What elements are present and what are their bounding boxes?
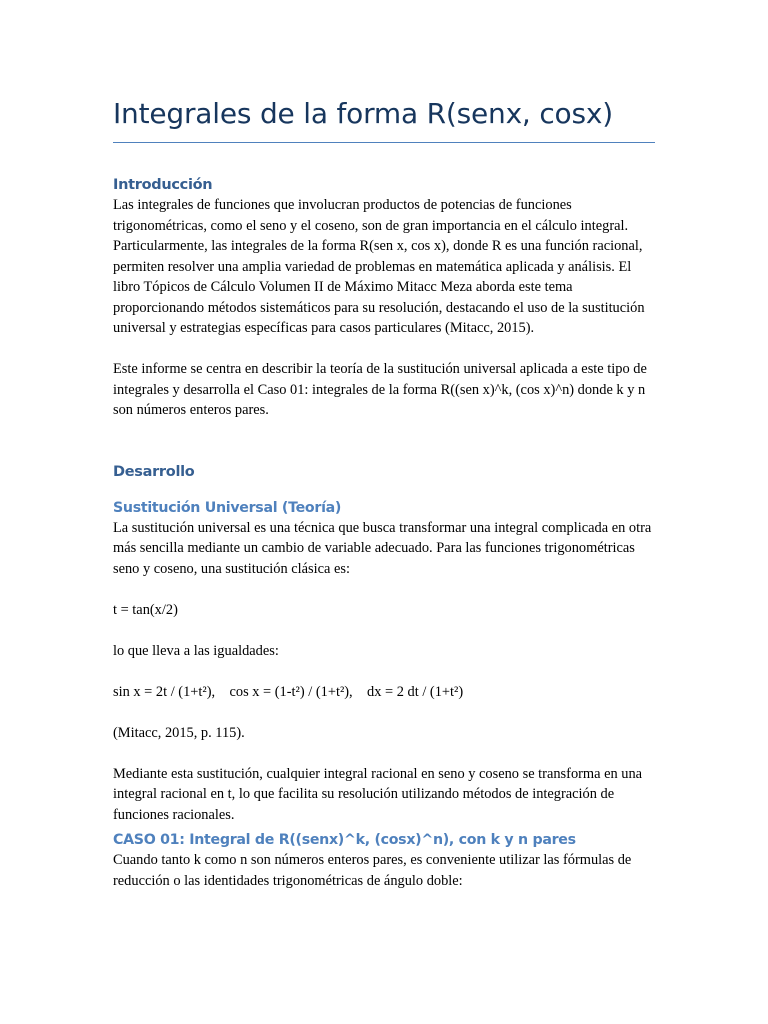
formula-tangent-substitution: t = tan(x/2) (113, 601, 178, 618)
heading-caso-01: CASO 01: Integral de R((senx)^k, (cosx)^n), con k y n pares (113, 832, 576, 848)
intro-paragraph-1: Las integrales de funciones que involucran productos de potencias de funciones trigonométricas, como el seno y el coseno, son de gran importancia en el cálculo integral. Particularmente, las integrales de la forma R(sen x, cos x), donde R es una función racional, permiten resolver una amplia variedad de problemas en matemática aplicada y análisis. El libro Tópicos de Cálculo Volumen II de Máximo Mitacc Meza aborda este tema proporcionando métodos sistemáticos para su resolución, destacando el uso de la sustitución universal y estrategias específicas para casos particulares (Mitacc, 2015). (113, 197, 645, 336)
caso01-paragraph-1: Cuando tanto k como n son números enteros pares, es conveniente utilizar las fórmulas de reducción o las identidades trigonométricas de ángulo doble: (113, 852, 632, 889)
heading-desarrollo: Desarrollo (113, 463, 195, 480)
sustitucion-paragraph-2: lo que lleva a las igualdades: (113, 642, 279, 659)
heading-introduccion: Introducción (113, 177, 213, 193)
citation: (Mitacc, 2015, p. 115). (113, 724, 245, 741)
intro-paragraph-2: Este informe se centra en describir la teoría de la sustitución universal aplicada a este tipo de integrales y desarrolla el Caso 01: integrales de la forma R((sen x)^k, (cos x)^n) donde k y n son números enteros pares. (113, 361, 647, 418)
document-title: Integrales de la forma R(senx, cosx) (113, 90, 655, 143)
sustitucion-paragraph-3: Mediante esta sustitución, cualquier integral racional en seno y coseno se transforma en una integral racional en t, lo que facilita su resolución utilizando métodos de integración de funciones racionales. (113, 765, 643, 823)
sustitucion-paragraph-1: La sustitución universal es una técnica que busca transformar una integral complicada en otra más sencilla mediante un cambio de variable adecuado. Para las funciones trigonométricas seno y coseno, una sustitución clásica es: (113, 519, 652, 577)
document-page (113, 90, 655, 891)
heading-sustitucion-universal: Sustitución Universal (Teoría) (113, 499, 342, 516)
formula-identities: sin x = 2t / (1+t²), cos x = (1-t²) / (1+t²), dx = 2 dt / (1+t²) (113, 683, 464, 700)
